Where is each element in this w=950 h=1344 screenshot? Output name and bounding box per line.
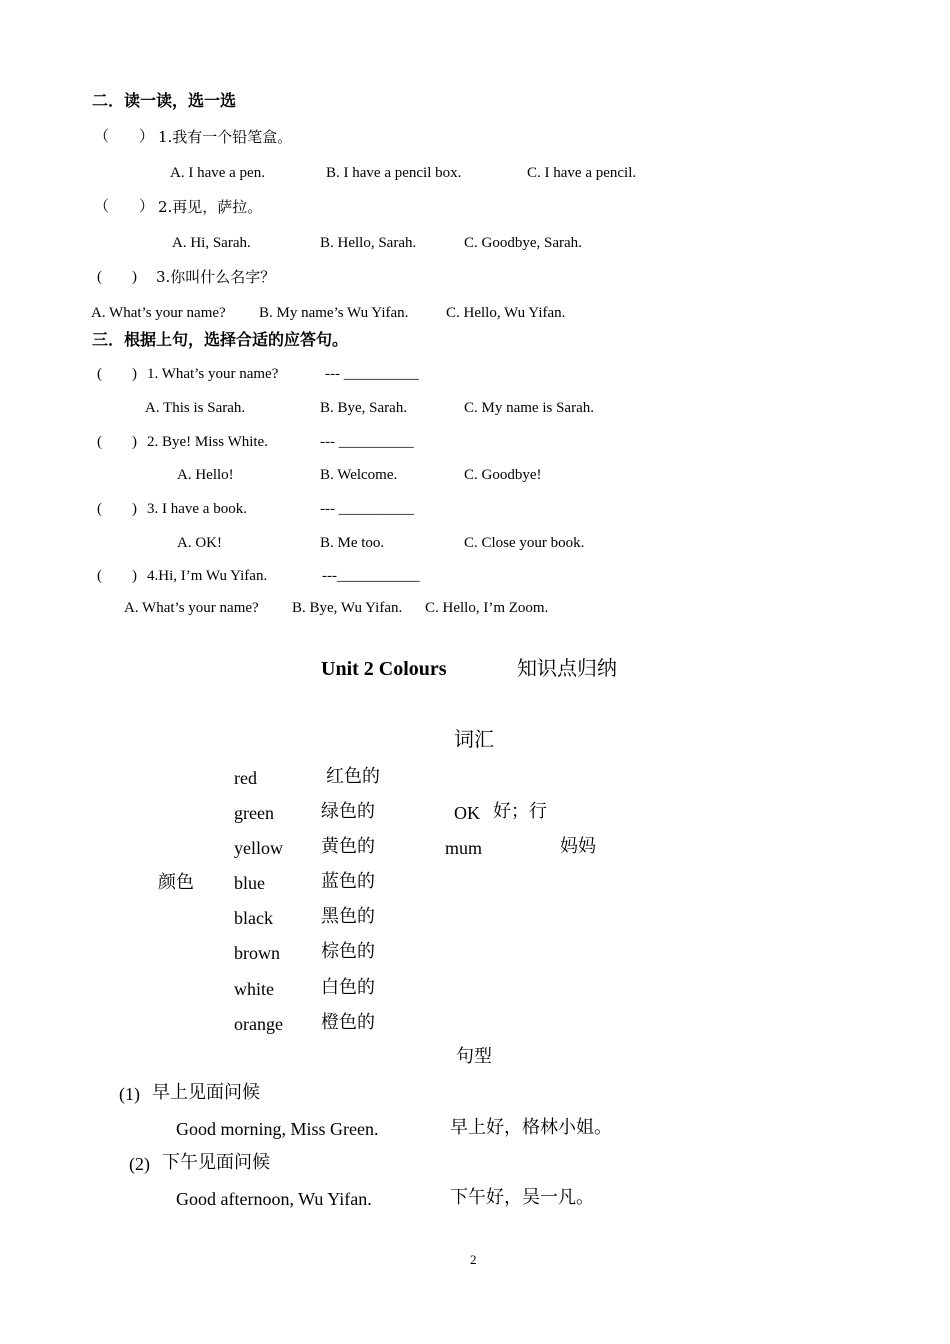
vocab-meaning: 黑色的 — [321, 906, 375, 927]
question-prompt: 3.你叫什么名字？ — [156, 268, 276, 286]
answer-bracket[interactable]: ( ) — [97, 366, 137, 382]
vocab-word: red — [234, 768, 257, 788]
vocab-meaning: 橙色的 — [321, 1012, 375, 1033]
item-number: (1) — [119, 1084, 140, 1104]
unit-subtitle: 知识点归纳 — [517, 656, 617, 680]
vocab-meaning: 白色的 — [321, 977, 375, 998]
answer-blank[interactable]: --- __________ — [325, 366, 419, 382]
sentences-heading: 句型 — [456, 1046, 492, 1067]
vocab-meaning: 绿色的 — [321, 801, 375, 822]
item-label: 早上见面问候 — [152, 1082, 260, 1103]
answer-blank[interactable]: --- __________ — [320, 501, 414, 517]
section2-heading: 二．读一读，选一选 — [92, 91, 237, 110]
vocab-word: green — [234, 803, 274, 823]
sentence-cn: 下午好，吴一凡。 — [450, 1187, 594, 1208]
vocab-group-label: 颜色 — [158, 872, 194, 893]
option-b: B. Welcome. — [320, 467, 398, 483]
question-prompt: 1.我有一个铅笔盒。 — [158, 128, 293, 146]
answer-bracket[interactable]: ( ) — [97, 434, 137, 450]
question-prompt: 4.Hi, I’m Wu Yifan. — [147, 568, 268, 584]
option-c: C. Goodbye! — [464, 467, 542, 483]
answer-blank[interactable]: ---___________ — [322, 568, 420, 584]
question-prompt: 1. What’s your name? — [147, 366, 279, 382]
vocab-word: brown — [234, 943, 280, 963]
vocab-word: black — [234, 908, 273, 928]
option-a: A. Hello! — [177, 467, 234, 483]
option-b: B. Me too. — [320, 535, 385, 551]
option-a: A. This is Sarah. — [145, 400, 246, 416]
option-c: C. Hello, Wu Yifan. — [446, 305, 566, 321]
answer-bracket[interactable]: （ ） — [94, 199, 155, 215]
vocab-word: OK — [454, 803, 480, 823]
vocab-word: orange — [234, 1014, 283, 1034]
option-c: C. Hello, I’m Zoom. — [425, 600, 549, 616]
option-c: C. I have a pencil. — [527, 165, 637, 181]
vocab-meaning: 红色的 — [326, 766, 380, 787]
answer-blank[interactable]: --- __________ — [320, 434, 414, 450]
option-c: C. Close your book. — [464, 535, 585, 551]
vocab-word: white — [234, 979, 274, 999]
question-prompt: 3. I have a book. — [147, 501, 247, 517]
answer-bracket[interactable]: ( ) — [97, 568, 137, 584]
vocab-meaning: 妈妈 — [560, 836, 596, 857]
section3-heading: 三．根据上句，选择合适的应答句。 — [92, 330, 349, 349]
option-a: A. OK! — [177, 535, 222, 551]
option-b: B. Bye, Sarah. — [320, 400, 408, 416]
option-c: C. Goodbye, Sarah. — [464, 235, 582, 251]
item-number: (2) — [129, 1154, 150, 1174]
option-a: A. I have a pen. — [170, 165, 265, 181]
sentence-en: Good afternoon, Wu Yifan. — [176, 1189, 372, 1209]
vocab-meaning: 棕色的 — [321, 941, 375, 962]
page-number: 2 — [470, 1252, 477, 1267]
question-prompt: 2.再见，萨拉。 — [158, 198, 263, 216]
vocab-meaning: 好；行 — [493, 801, 547, 822]
option-a: A. What’s your name? — [91, 305, 226, 321]
answer-bracket[interactable]: ( ) — [97, 269, 137, 285]
vocab-word: yellow — [234, 838, 283, 858]
vocab-word: mum — [445, 838, 483, 858]
option-c: C. My name is Sarah. — [464, 400, 594, 416]
option-a: A. Hi, Sarah. — [172, 235, 251, 251]
option-b: B. Hello, Sarah. — [320, 235, 417, 251]
option-b: B. Bye, Wu Yifan. — [292, 600, 403, 616]
sentence-cn: 早上好，格林小姐。 — [450, 1117, 612, 1138]
option-a: A. What’s your name? — [124, 600, 259, 616]
answer-bracket[interactable]: ( ) — [97, 501, 137, 517]
answer-bracket[interactable]: （ ） — [94, 129, 155, 145]
sentence-en: Good morning, Miss Green. — [176, 1119, 379, 1139]
option-b: B. My name’s Wu Yifan. — [259, 305, 409, 321]
vocab-word: blue — [234, 873, 265, 893]
vocab-heading: 词汇 — [454, 727, 494, 751]
item-label: 下午见面问候 — [162, 1152, 270, 1173]
unit-title: Unit 2 Colours — [321, 658, 447, 680]
question-prompt: 2. Bye! Miss White. — [147, 434, 268, 450]
vocab-meaning: 黄色的 — [321, 836, 375, 857]
option-b: B. I have a pencil box. — [326, 165, 462, 181]
vocab-meaning: 蓝色的 — [321, 871, 375, 892]
